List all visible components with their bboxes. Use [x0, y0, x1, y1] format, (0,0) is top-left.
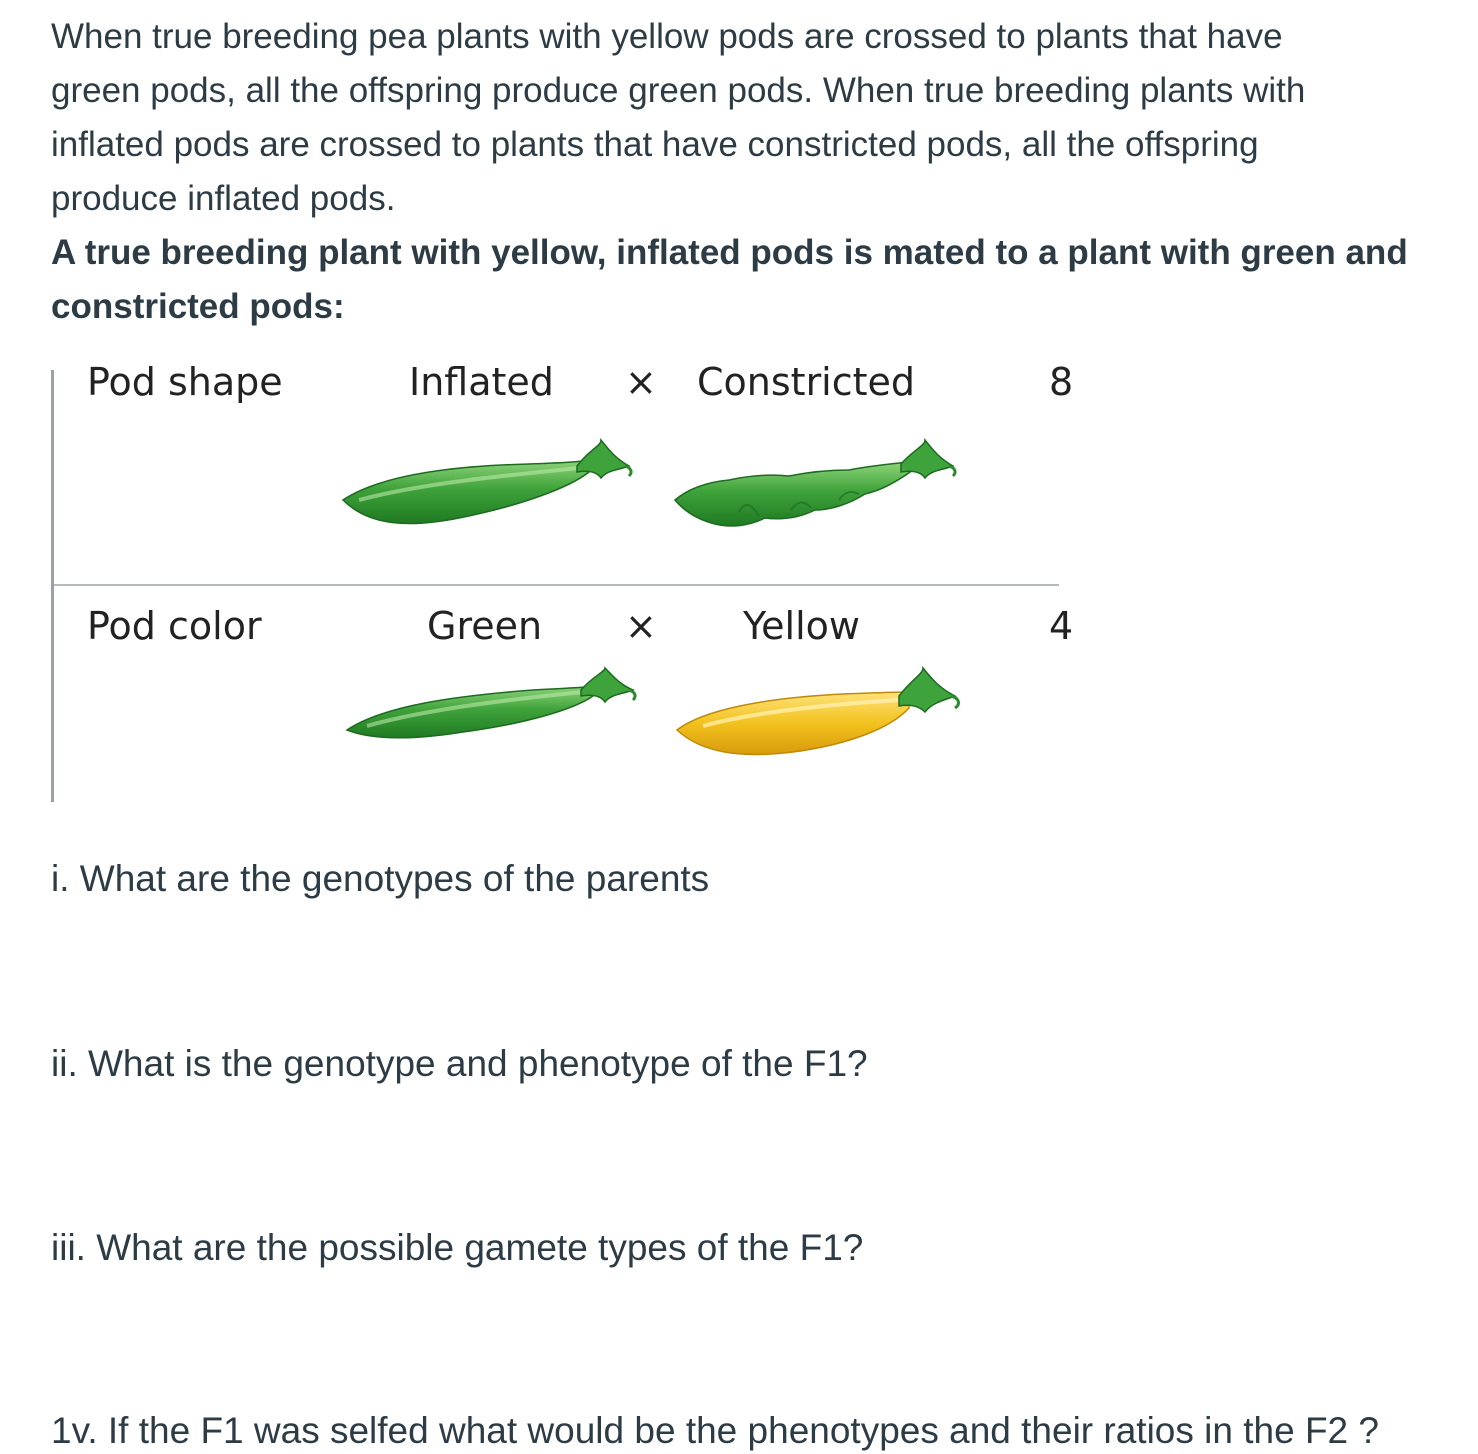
inflated-green-pod-image [339, 436, 639, 536]
figure-left-border [51, 370, 54, 802]
figure-row-divider [54, 584, 1059, 586]
pod-color-label: Pod color [87, 604, 262, 648]
intro-line: inflated pods are crossed to plants that have constricted pods, all the offspring [51, 125, 1259, 164]
intro-line: produce inflated pods. [51, 179, 396, 218]
green-label: Green [427, 604, 543, 648]
cropped-glyph: 4 [1049, 604, 1074, 648]
constricted-green-pod-image [669, 436, 969, 536]
question-1: i. What are the genotypes of the parents [51, 858, 710, 899]
cropped-glyph: 8 [1049, 360, 1074, 404]
cross-symbol: × [625, 360, 657, 404]
intro-line: When true breeding pea plants with yellow pods are crossed to plants that have [51, 17, 1283, 56]
cross-statement [51, 226, 1471, 334]
cross-symbol: × [625, 604, 657, 648]
inflated-label: Inflated [409, 360, 554, 404]
green-pod-image [343, 666, 643, 746]
yellow-label: Yellow [743, 604, 860, 648]
pod-shape-label: Pod shape [87, 360, 283, 404]
constricted-label: Constricted [697, 360, 916, 404]
question-4: 1v. If the F1 was selfed what would be the phenotypes and their ratios in the F2 ? [51, 1410, 1379, 1451]
statement-line: constricted pods: [51, 287, 345, 326]
pea-pod-figure [51, 360, 1074, 802]
question-3: iii. What are the possible gamete types of the F1? [51, 1227, 864, 1268]
intro-paragraph [51, 10, 1471, 226]
intro-line: green pods, all the offspring produce green pods. When true breeding plants with [51, 71, 1306, 110]
yellow-pod-image [673, 666, 973, 766]
statement-line: A true breeding plant with yellow, inflated pods is mated to a plant with green and [51, 233, 1408, 272]
question-2: ii. What is the genotype and phenotype of the F1? [51, 1043, 868, 1084]
